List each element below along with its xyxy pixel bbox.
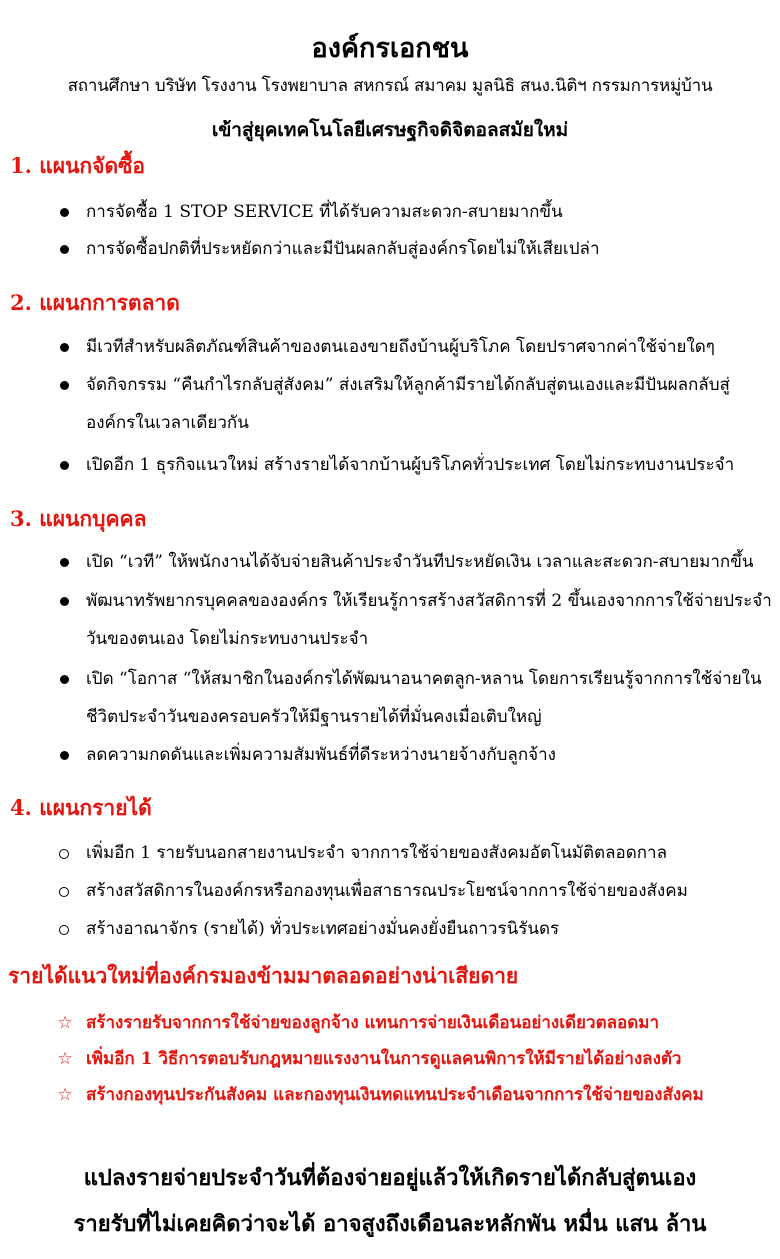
section-heading-purchasing: 1. แผนกจัดซื้อ <box>10 153 145 178</box>
list-item: เปิดอีก 1 ธุรกิจแนวใหม่ สร้างรายได้จากบ้านผู้บริโภคทั่วประเทศ โดยไม่กระทบงานประจำ <box>54 446 774 484</box>
closing-line-2: รายรับที่ไม่เคยคิดว่าจะได้ อาจสูงถึงเดือนละหลักพัน หมื่น แสน ล้าน <box>73 1211 707 1237</box>
list-item: เปิด “โอกาส “ให้สมาชิกในองค์กรได้พัฒนาอนาคตลูก-หลาน โดยการเรียนรู้จากการใช้จ่ายในชีวิตประจำวันของครอบครัวให้มีฐานรายได้ที่มั่นคงเมื่อเติบใหญ่ <box>54 660 774 736</box>
list-item: การจัดซื้อปกติที่ประหยัดกว่าและมีปันผลกลับสู่องค์กรโดยไม่ให้เสียเปล่า <box>54 230 774 268</box>
organization-types: สถานศึกษา บริษัท โรงงาน โรงพยาบาล สหกรณ์ สมาคม มูลนิธิ สนง.นิติฯ กรรมการหมู่บ้าน <box>67 76 713 96</box>
list-item: สร้างสวัสดิการในองค์กรหรือกองทุนเพื่อสาธารณประโยชน์จากการใช้จ่ายของสังคม <box>54 872 774 910</box>
list-item: สร้างอาณาจักร (รายได้) ทั่วประเทศอย่างมั่นคงยั่งยืนถาวรนิรันดร <box>54 910 774 948</box>
dot-bullet-icon <box>54 543 74 581</box>
ring-bullet-icon <box>54 872 74 910</box>
list-item: มีเวทีสำหรับผลิตภัณฑ์สินค้าของตนเองขายถึงบ้านผู้บริโภค โดยปราศจากค่าใช้จ่ายใดๆ <box>54 328 774 366</box>
dot-bullet-icon <box>54 366 74 404</box>
dot-bullet-icon <box>54 446 74 484</box>
dot-bullet-icon <box>54 193 74 231</box>
star-bullet-icon: ☆ <box>57 1085 73 1105</box>
tagline: เข้าสู่ยุคเทคโนโลยีเศรษฐกิจดิจิตอลสมัยใหม่ <box>211 119 569 141</box>
list-item: จัดกิจกรรม “คืนกำไรกลับสู่สังคม” ส่งเสริมให้ลูกค้ามีรายได้กลับสู่ตนเองและมีปันผลกลับสู่องค์กรในเวลาเดียวกัน <box>54 366 774 442</box>
dot-bullet-icon <box>54 736 74 774</box>
dot-bullet-icon <box>54 660 74 698</box>
list-item: พัฒนาทรัพยากรบุคคลขององค์กร ให้เรียนรู้การสร้างสวัสดิการที่ 2 ขึ้นเองจากการใช้จ่ายประจำวันของตนเอง โดยไม่กระทบงานประจำ <box>54 582 774 658</box>
section-heading-income: 4. แผนกรายได้ <box>10 795 152 820</box>
dot-bullet-icon <box>54 582 74 620</box>
dot-bullet-icon <box>54 328 74 366</box>
ring-bullet-icon <box>54 834 74 872</box>
section-heading-personnel: 3. แผนกบุคคล <box>10 506 147 531</box>
star-bullet-icon: ☆ <box>57 1013 73 1033</box>
highlight-heading: รายได้แนวใหม่ที่องค์กรมองข้ามมาตลอดอย่างน่าเสียดาย <box>8 963 519 988</box>
highlight-item: ☆ สร้างกองทุนประกันสังคม และกองทุนเงินทดแทนประจำเดือนจากการใช้จ่ายของสังคม <box>54 1078 774 1112</box>
list-item: การจัดซื้อ 1 STOP SERVICE ที่ได้รับความสะดวก-สบายมากขึ้น <box>54 193 774 231</box>
highlight-item: ☆ สร้างรายรับจากการใช้จ่ายของลูกจ้าง แทนการจ่ายเงินเดือนอย่างเดียวตลอดมา <box>54 1006 774 1040</box>
dot-bullet-icon <box>54 230 74 268</box>
list-item: เพิ่มอีก 1 รายรับนอกสายงานประจำ จากการใช้จ่ายของสังคมอัตโนมัติตลอดกาล <box>54 834 774 872</box>
page-title: องค์กรเอกชน <box>311 33 469 64</box>
section-heading-marketing: 2. แผนกการตลาด <box>10 290 180 315</box>
list-item: ลดความกดดันและเพิ่มความสัมพันธ์ที่ดีระหว่างนายจ้างกับลูกจ้าง <box>54 736 774 774</box>
highlight-item: ☆ เพิ่มอีก 1 วิธีการตอบรับกฎหมายแรงงานในการดูแลคนพิการให้มีรายได้อย่างลงตัว <box>54 1042 774 1076</box>
closing-line-1: แปลงรายจ่ายประจำวันที่ต้องจ่ายอยู่แล้วให้เกิดรายได้กลับสู่ตนเอง <box>83 1165 697 1191</box>
list-item: เปิด “เวที” ให้พนักงานได้จับจ่ายสินค้าประจำวันทีประหยัดเงิน เวลาและสะดวก-สบายมากขึ้น <box>54 543 774 581</box>
ring-bullet-icon <box>54 910 74 948</box>
star-bullet-icon: ☆ <box>57 1049 73 1069</box>
